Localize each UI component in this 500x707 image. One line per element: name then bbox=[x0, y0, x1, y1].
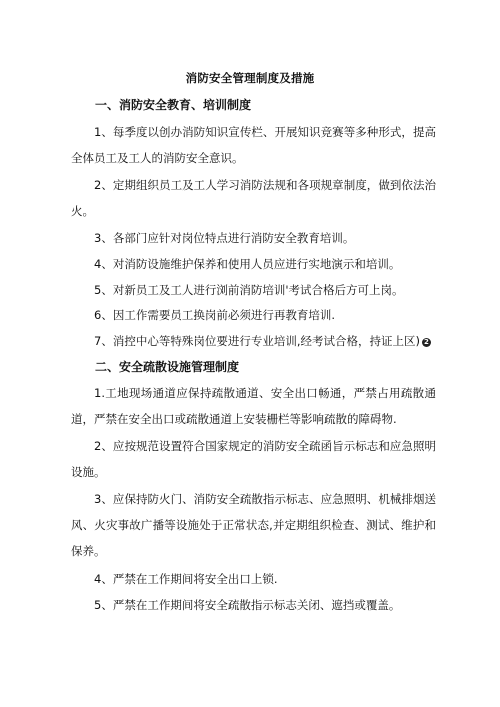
paragraph: 4、对消防设施维护保养和使用人员应进行实地演示和培训。 bbox=[94, 257, 401, 271]
paragraph: 5、对新员工及工人进行浏前消防培训'考试合格后方可上岗。 bbox=[94, 283, 404, 297]
document-title: 消防安全管理制度及措施 bbox=[185, 71, 315, 85]
section-heading-education: 一、消防安全教育、培训制度 bbox=[95, 98, 252, 112]
paragraph: 2、定期组织员工及工人学习消防法规和各项规章制度，做到依法治火。 bbox=[71, 178, 436, 218]
paragraph-with-marker bbox=[71, 328, 451, 354]
paragraph: 3、应保持防火门、消防安全疏散指示标志、应急照明、机械排烟送风、火灾事故广播等设施处于正常状态,并定期组织检查、测试、维护和保养。 bbox=[71, 492, 436, 558]
paragraph: 5、严禁在工作期间将安全疏散指示标志关闭、遮挡或覆盖。 bbox=[94, 598, 401, 612]
paragraph: 4、严禁在工作期间将安全出口上锁. bbox=[94, 572, 278, 586]
paragraph: 1.工地现场通道应保持疏散通道、安全出口畅通，严禁占用疏散通道，严禁在安全出口或疏散通道上安装栅栏等影响疏散的障碍物. bbox=[71, 386, 436, 426]
paragraph: 2、应按规范设置符合国家规定的消防安全疏函旨示标志和应急照明设施。 bbox=[71, 439, 436, 479]
paragraph: 6、因工作需要员工换岗前必须进行再教育培训. bbox=[94, 308, 335, 322]
paragraph-text: 7、消控中心等特殊岗位要进行专业培训,经考试合格，持证上区) bbox=[94, 334, 420, 348]
section-heading-evacuation: 二、安全疏散设施管理制度 bbox=[95, 360, 240, 374]
circled-number-marker: 2 bbox=[422, 338, 431, 347]
paragraph: 3、各部门应针对岗位特点进行消防安全教育培训。 bbox=[94, 231, 355, 245]
paragraph: 1、每季度以创办消防知识宣传栏、开展知识竞赛等多种形式，提高全体员工及工人的消防安全意识。 bbox=[71, 125, 436, 165]
